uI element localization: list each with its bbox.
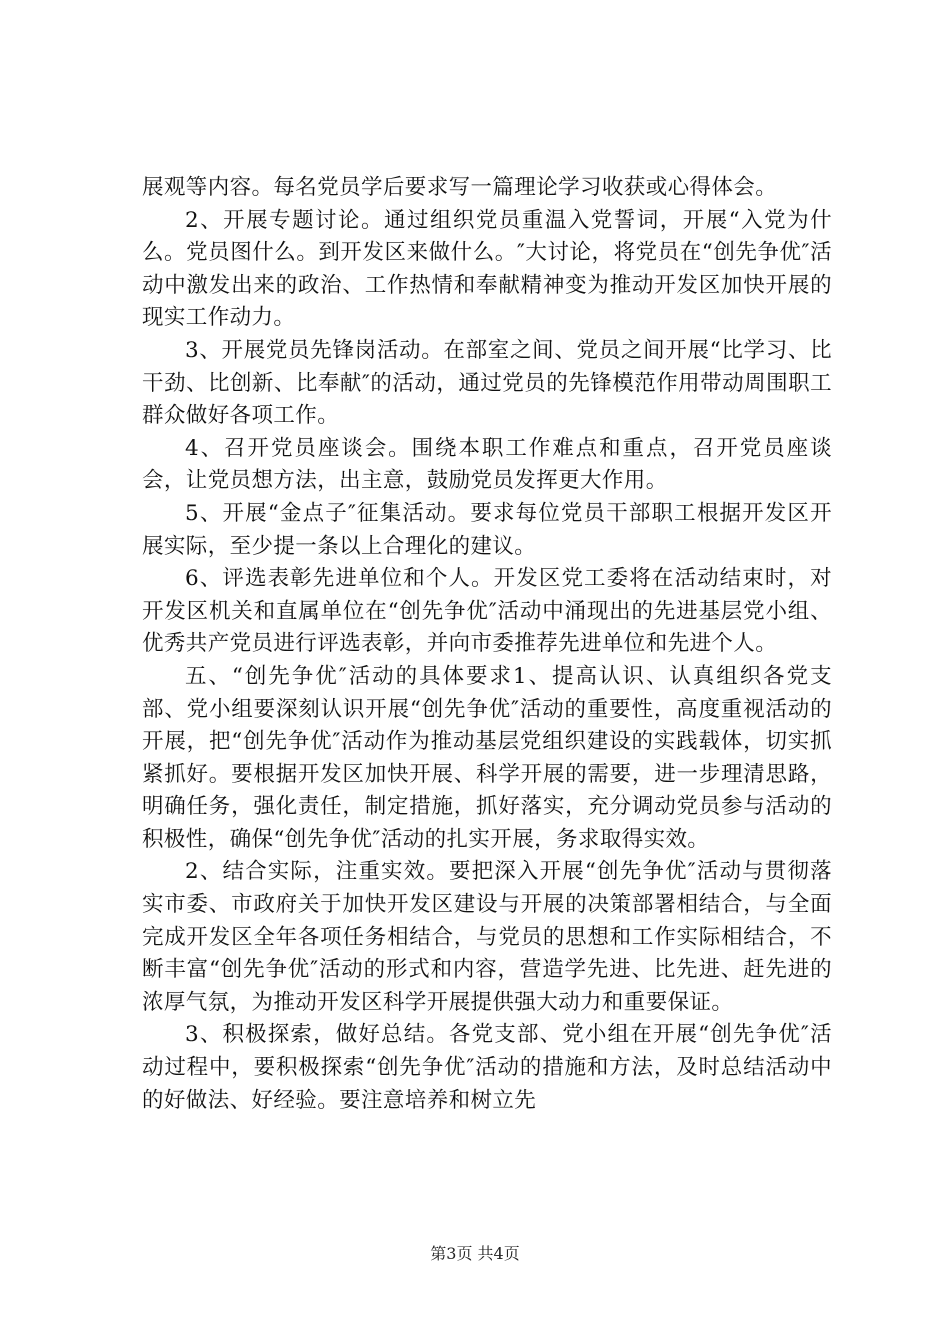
paragraph-section-five-requirements: 五、“创先争优″活动的具体要求1、提高认识、认真组织各党支部、党小组要深刻认识开展“创先争优″活动的重要性，高度重视活动的开展，把“创先争优″活动作为推动基层党组织建设的实践载体，切实抓紧抓好。要根据开发区加快开展、科学开展的需要，进一步理清思路，明确任务，强化责任，制定措施，抓好落实，充分调动党员参与活动的积极性，确保“创先争优″活动的扎实开展，务求取得实效。	[142, 663, 832, 852]
paragraph-pioneer-post: 3、开展党员先锋岗活动。在部室之间、党员之间开展“比学习、比干劲、比创新、比奉献″的活动，通过党员的先锋模范作用带动周围职工群众做好各项工作。	[142, 337, 832, 429]
paragraph-practical-results: 2、结合实际，注重实效。要把深入开展“创先争优″活动与贯彻落实市委、市政府关于加快开发区建设与开展的决策部署相结合，与全面完成开发区全年各项任务相结合，与党员的思想和工作实际相结合，不断丰富“创先争优″活动的形式和内容，营造学先进、比先进、赶先进的浓厚气氛，为推动开发区科学开展提供强大动力和重要保证。	[142, 859, 832, 1015]
paragraph-explore-summarize: 3、积极探索，做好总结。各党支部、党小组在开展“创先争优″活动过程中，要积极探索“创先争优″活动的措施和方法，及时总结活动中的好做法、好经验。要注意培养和树立先	[142, 1022, 832, 1113]
document-body	[142, 172, 832, 1117]
paragraph-golden-ideas: 5、开展“金点子″征集活动。要求每位党员干部职工根据开发区开展实际，至少提一条以上合理化的建议。	[142, 500, 832, 559]
paragraph-topic-discussion: 2、开展专题讨论。通过组织党员重温入党誓词，开展“入党为什么。党员图什么。到开发区来做什么。″大讨论，将党员在“创先争优″活动中激发出来的政治、工作热情和奉献精神变为推动开发区加快开展的现实工作动力。	[142, 207, 832, 331]
paragraph-symposium: 4、召开党员座谈会。围绕本职工作难点和重点，召开党员座谈会，让党员想方法，出主意，鼓励党员发挥更大作用。	[142, 435, 832, 494]
paragraph-continuation: 展观等内容。每名党员学后要求写一篇理论学习收获或心得体会。	[142, 175, 778, 200]
page-number-footer: 第3页 共4页	[430, 1244, 520, 1263]
paragraph-commendation: 6、评选表彰先进单位和个人。开发区党工委将在活动结束时，对开发区机关和直属单位在“创先争优″活动中涌现出的先进基层党小组、优秀共产党员进行评选表彰，并向市委推荐先进单位和先进个人。	[142, 566, 832, 657]
